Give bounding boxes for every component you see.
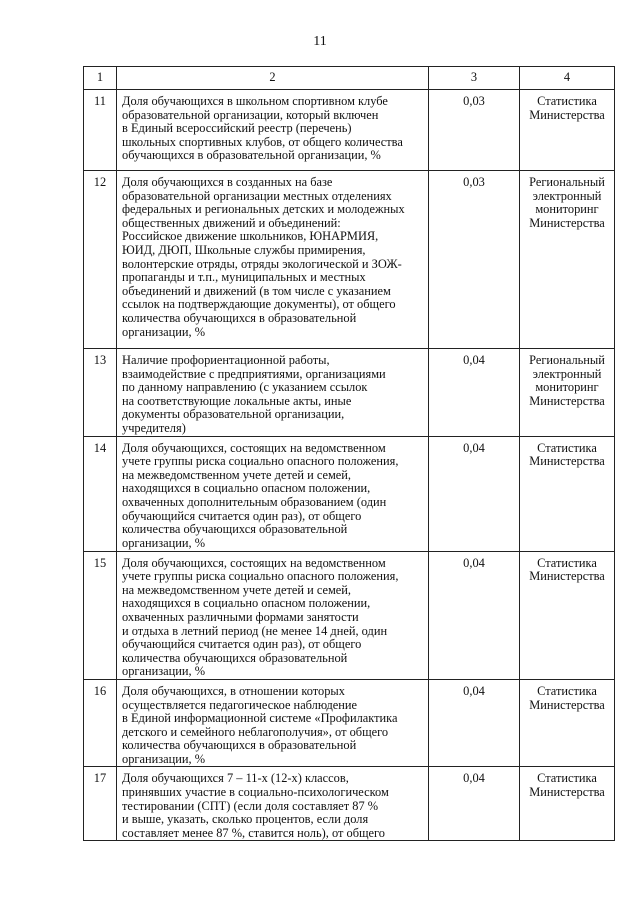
criterion-text-line: учредителя) (122, 420, 186, 435)
criterion-text-line: количества обучающихся образовательной (122, 522, 348, 537)
criterion-text-line: и отдыха в летний период (не менее 14 дней, один (122, 623, 388, 638)
data-source-line: Статистика (537, 440, 597, 455)
table-row (84, 90, 615, 171)
criterion-text-line: обучающихся в образовательной организации, % (122, 148, 381, 163)
weight-value: 0,04 (429, 436, 520, 551)
data-source-line: мониторинг (535, 380, 599, 395)
data-source (520, 349, 615, 437)
criterion-text-line: федеральных и региональных детских и молодежных (122, 202, 405, 217)
weight-value: 0,03 (429, 90, 520, 171)
criterion-text-line: составляет менее 87 %, ставится ноль), от общего (122, 825, 386, 840)
weight-value: 0,04 (429, 349, 520, 437)
data-source (520, 767, 615, 841)
weight-value: 0,03 (429, 171, 520, 349)
criterion-text-line: на межведомственном учете детей и семей, (122, 582, 352, 597)
row-number: 15 (84, 551, 117, 679)
criterion-text-line: взаимодействие с предприятиями, организациями (122, 366, 386, 381)
criterion-text (117, 171, 429, 349)
criterion-text-line: Доля обучающихся, состоящих на ведомственном (122, 555, 386, 570)
criterion-text-line: в Единый всероссийский реестр (перечень) (122, 121, 352, 136)
data-source (520, 171, 615, 349)
table-row (84, 436, 615, 551)
row-number: 11 (84, 90, 117, 171)
criterion-text-line: на соответствующие локальные акты, иные (122, 393, 352, 408)
criterion-text-line: ЮИД, ДЮП, Школьные службы примирения, (122, 242, 366, 257)
criterion-text (117, 551, 429, 679)
criterion-text (117, 349, 429, 437)
criterion-text-line: по данному направлению (с указанием ссылок (122, 380, 368, 395)
criterion-text-line: находящихся в социально опасном положении, (122, 596, 371, 611)
table-body (84, 67, 615, 841)
criterion-text-line: Российское движение школьников, ЮНАРМИЯ, (122, 229, 379, 244)
criterion-text-line: учете группы риска социально опасного положения, (122, 569, 399, 584)
data-source-line: Статистика (537, 94, 597, 108)
criterion-text-line: Наличие профориентационной работы, (122, 353, 330, 367)
data-source-line: электронный (532, 188, 602, 203)
criterion-text-line: учете группы риска социально опасного положения, (122, 454, 399, 469)
table-row (84, 349, 615, 437)
header-col-1: 1 (84, 67, 117, 90)
page-number: 11 (313, 34, 327, 49)
data-source (520, 679, 615, 767)
criterion-text-line: осуществляется педагогическое наблюдение (122, 697, 358, 712)
row-number: 16 (84, 679, 117, 767)
criterion-text-line: образовательной организации местных отделениях (122, 188, 392, 203)
criterion-text-line: общественных движений и объединений: (122, 215, 341, 230)
criterion-text-line: Доля обучающихся, в отношении которых (122, 683, 345, 698)
table-row (84, 767, 615, 841)
criterion-text (117, 679, 429, 767)
table-row (84, 171, 615, 349)
header-col-4: 4 (520, 67, 615, 90)
criterion-text-line: количества обучающихся образовательной (122, 650, 348, 665)
criterion-text-line: количества обучающихся в образовательной (122, 738, 357, 753)
criterion-text-line: количества обучающихся в образовательной (122, 310, 357, 325)
criterion-text-line: ссылок на подтверждающие документы), от общего (122, 297, 396, 312)
data-source-line: Региональный (529, 175, 605, 189)
weight-value: 0,04 (429, 767, 520, 841)
data-source-line: Министерства (529, 393, 605, 408)
data-source-line: Статистика (537, 771, 597, 786)
criterion-text-line: организации, % (122, 324, 206, 339)
weight-value: 0,04 (429, 551, 520, 679)
criterion-text-line: документы образовательной организации, (122, 407, 345, 422)
data-source-line: мониторинг (535, 202, 599, 217)
criteria-table (83, 66, 615, 841)
weight-value: 0,04 (429, 679, 520, 767)
criterion-text-line: и выше, указать, сколько процентов, если доля (122, 812, 369, 827)
criterion-text (117, 436, 429, 551)
data-source-line: Статистика (537, 683, 597, 698)
criterion-text-line: детского и семейного неблагополучия», от общего (122, 724, 389, 739)
criterion-text-line: обучающийся считается один раз), от общего (122, 508, 362, 523)
criterion-text-line: охваченных дополнительным образованием (один (122, 494, 387, 509)
criterion-text-line: Доля обучающихся, состоящих на ведомственном (122, 440, 386, 455)
criterion-text-line: организации, % (122, 751, 206, 766)
data-source-line: Министерства (529, 215, 605, 230)
table-row (84, 551, 615, 679)
header-col-3: 3 (429, 67, 520, 90)
criterion-text (117, 767, 429, 841)
data-source-line: Министерства (529, 569, 605, 584)
criterion-text-line: объединений и движений (в том числе с указанием (122, 283, 391, 298)
criterion-text-line: обучающийся считается один раз), от общего (122, 637, 362, 652)
criterion-text-line: Доля обучающихся в созданных на базе (122, 175, 333, 189)
criterion-text-line: на межведомственном учете детей и семей, (122, 467, 352, 482)
table-header-row (84, 67, 615, 90)
data-source (520, 551, 615, 679)
data-source-line: Министерства (529, 697, 605, 712)
row-number: 13 (84, 349, 117, 437)
criterion-text-line: находящихся в социально опасном положении, (122, 481, 371, 496)
criterion-text-line: тестировании (СПТ) (если доля составляет 87 % (122, 798, 379, 813)
row-number: 17 (84, 767, 117, 841)
row-number: 12 (84, 171, 117, 349)
data-source (520, 90, 615, 171)
data-source-line: Министерства (529, 107, 605, 122)
criterion-text-line: организации, % (122, 535, 206, 550)
criterion-text-line: школьных спортивных клубов, от общего количества (122, 134, 403, 149)
data-source (520, 436, 615, 551)
criterion-text-line: волонтерские отряды, отряды экологической и ЗОЖ- (122, 256, 402, 271)
criterion-text (117, 90, 429, 171)
data-source-line: Министерства (529, 454, 605, 469)
data-source-line: электронный (532, 366, 602, 381)
data-source-line: Министерства (529, 785, 605, 800)
criterion-text-line: Доля обучающихся в школьном спортивном клубе (122, 94, 388, 108)
criterion-text-line: в Единой информационной системе «Профилактика (122, 711, 398, 726)
row-number: 14 (84, 436, 117, 551)
criterion-text-line: принявших участие в социально-психологическом (122, 785, 389, 800)
header-col-2: 2 (117, 67, 429, 90)
criterion-text-line: охваченных различными формами занятости (122, 609, 359, 624)
criterion-text-line: пропаганды и т.п., муниципальных и местных (122, 270, 366, 285)
table-row (84, 679, 615, 767)
criterion-text-line: образовательной организации, который включен (122, 107, 379, 122)
criterion-text-line: Доля обучающихся 7 – 11-х (12-х) классов, (122, 771, 349, 786)
criterion-text-line: организации, % (122, 664, 206, 679)
data-source-line: Региональный (529, 353, 605, 367)
data-source-line: Статистика (537, 555, 597, 570)
